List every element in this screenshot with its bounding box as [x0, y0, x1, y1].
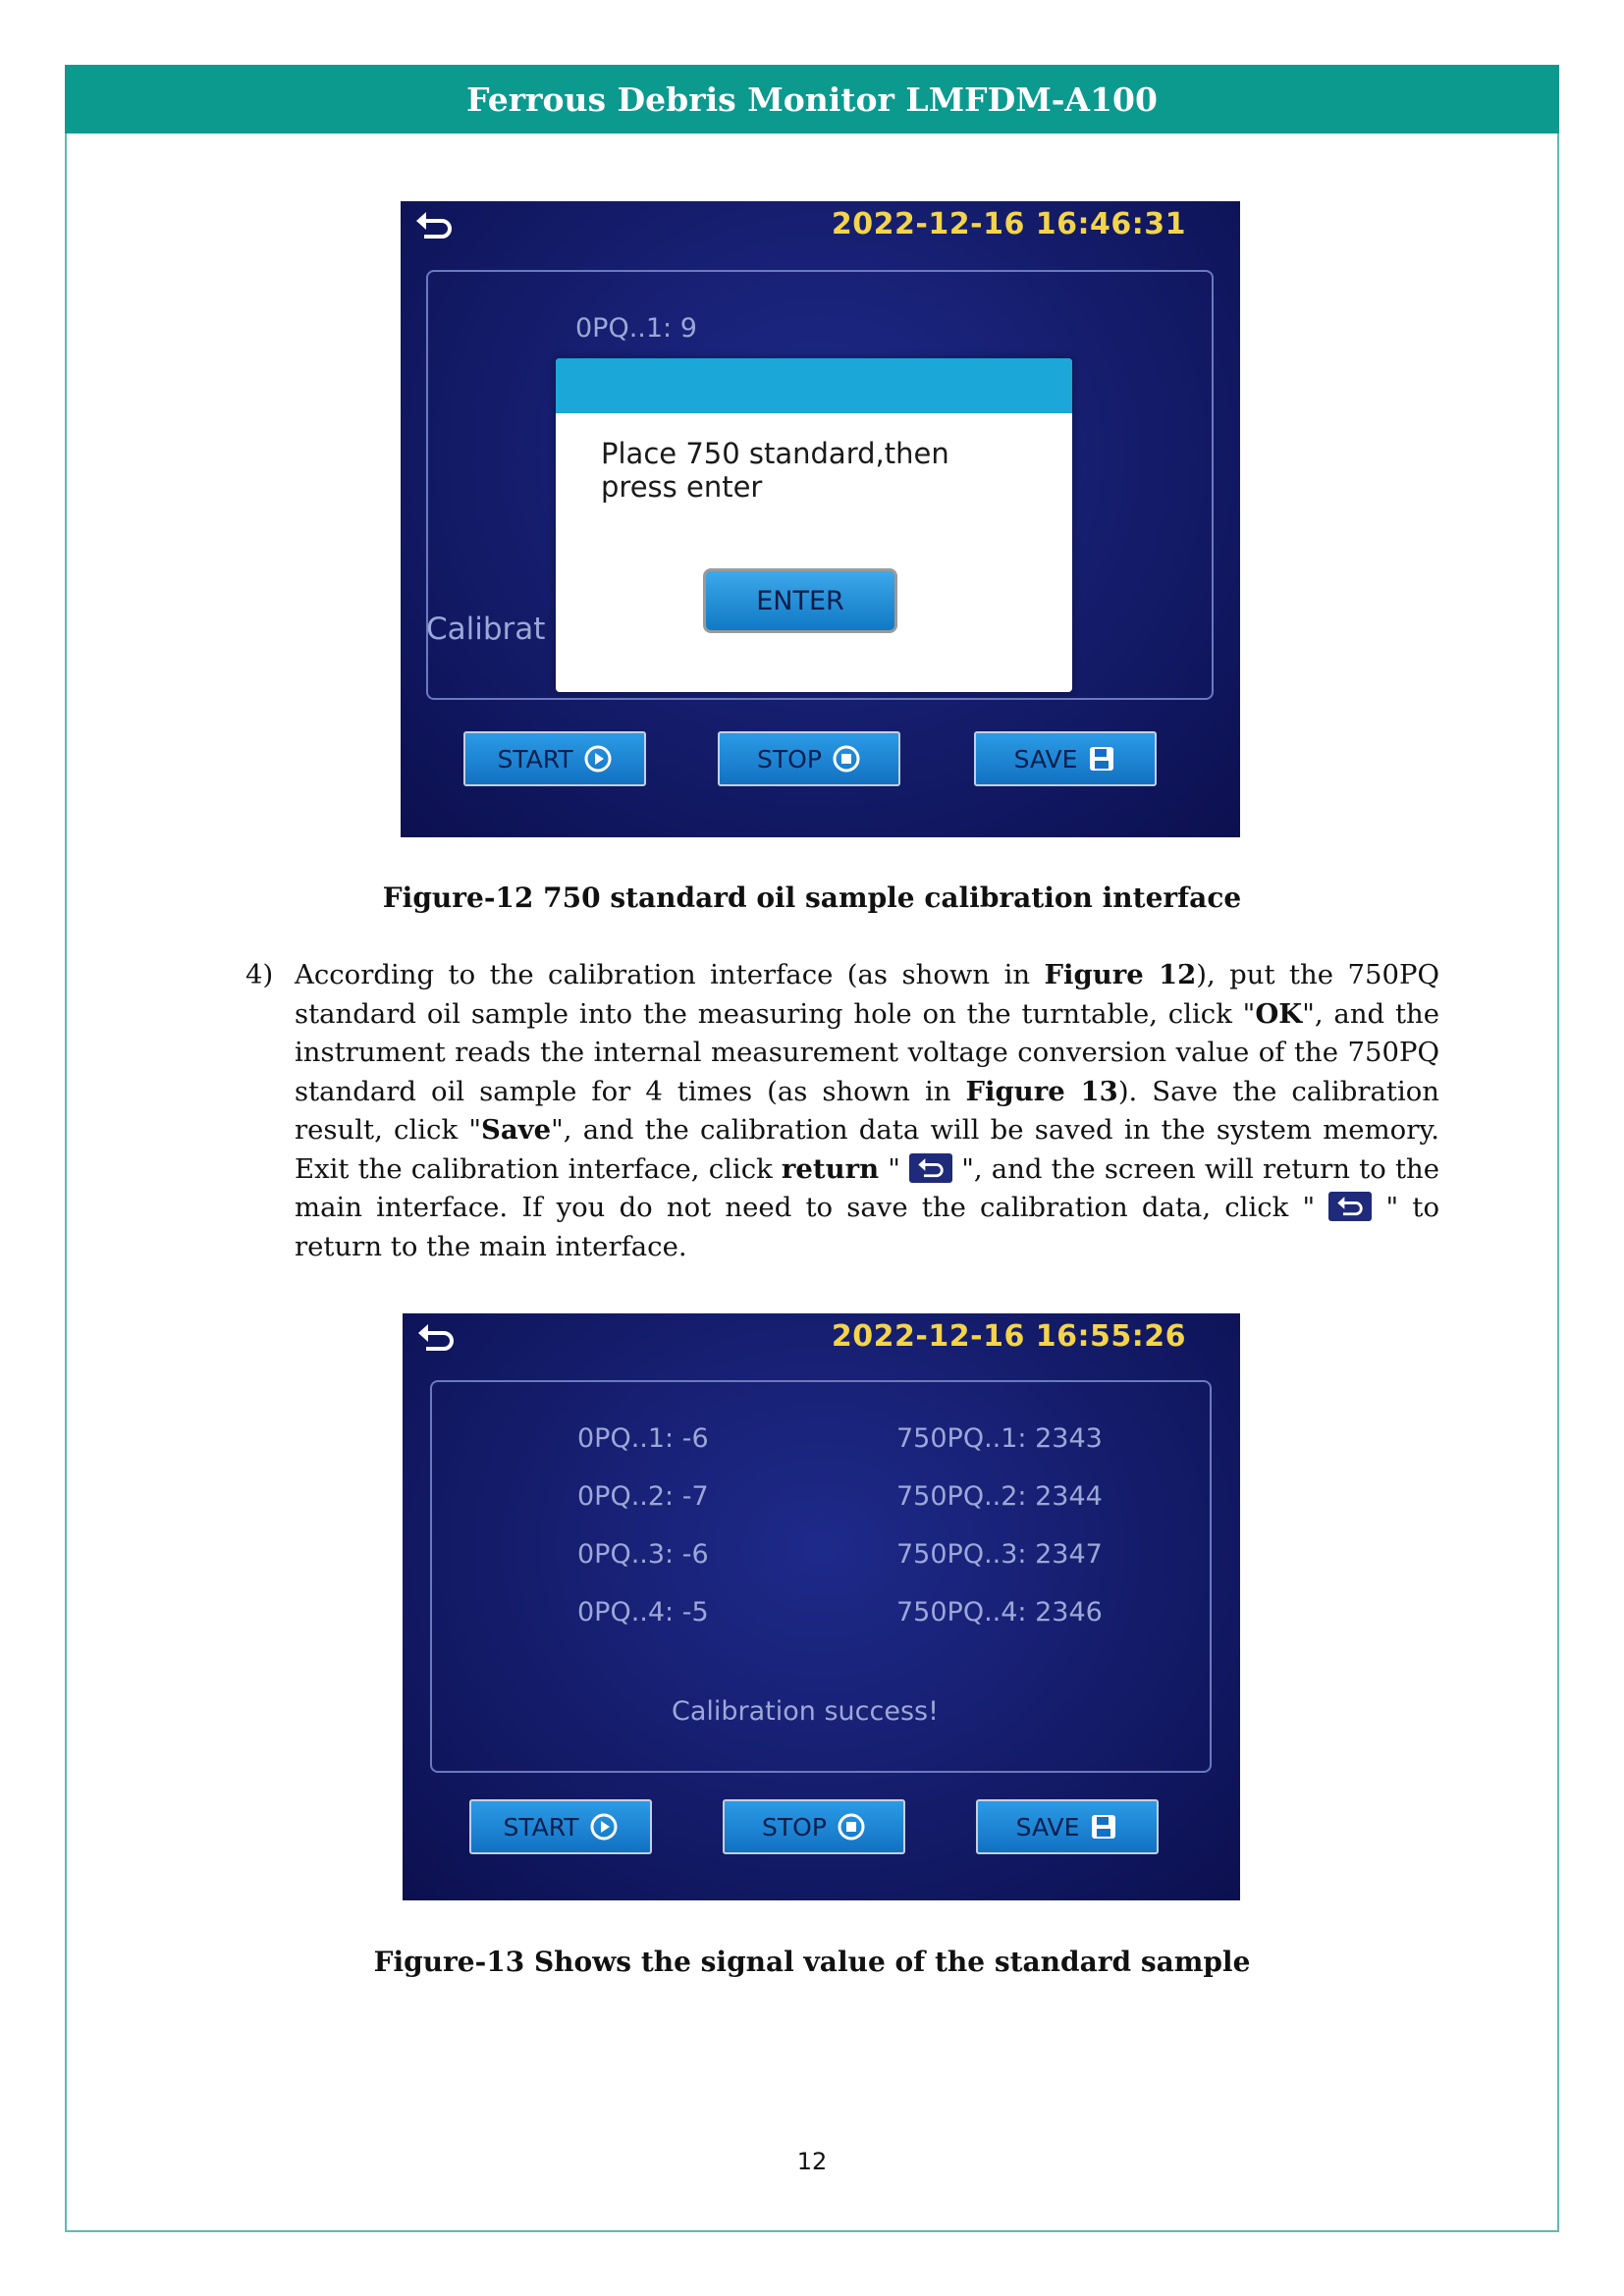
- instruction-paragraph: [295, 956, 1439, 1266]
- para-text-2: ), put the 750PQ standard oil sample into the measuring hole on the turntable, click ": [295, 959, 1439, 1030]
- para-text-5: ", and the calibration data will be saved in the system memory. Exit the calibration interface, click: [295, 1114, 1439, 1185]
- para-text-8: " to return to the main interface.: [295, 1192, 1440, 1262]
- datetime-display: 2022-12-16 16:46:31: [831, 207, 1186, 241]
- figure-12-ref: Figure 12: [1044, 959, 1197, 990]
- zero-reading-2: 0PQ..2: -7: [577, 1481, 709, 1512]
- zero-reading-3: 0PQ..3: -6: [577, 1539, 709, 1570]
- stop-button[interactable]: [718, 731, 900, 786]
- std-reading-3: 750PQ..3: 2347: [896, 1539, 1103, 1570]
- dialog-message: Place 750 standard,then press enter: [601, 437, 949, 504]
- ok-ref: OK: [1255, 997, 1303, 1030]
- zero-reading-4: 0PQ..4: -5: [577, 1597, 709, 1628]
- stop-label: STOP: [762, 1812, 827, 1842]
- figure-13-ref: Figure 13: [965, 1075, 1118, 1107]
- std-reading-2: 750PQ..2: 2344: [896, 1481, 1103, 1512]
- page-number: 12: [796, 2148, 828, 2175]
- stop-icon: [837, 1812, 866, 1842]
- back-icon[interactable]: [416, 1321, 456, 1355]
- para-text-1: According to the calibration interface (as shown in: [295, 959, 1045, 990]
- para-text-6: ": [879, 1152, 910, 1185]
- play-icon: [583, 744, 613, 774]
- para-text-7: ", and the screen will return to the main interface. If you do not need to save the calibration data, click ": [295, 1152, 1439, 1223]
- start-label: START: [497, 744, 573, 774]
- stop-label: STOP: [757, 744, 822, 774]
- play-icon: [589, 1812, 619, 1842]
- datetime-display: 2022-12-16 16:55:26: [831, 1319, 1186, 1354]
- para-text-3: ", and the instrument reads the internal measurement voltage conversion value of the 750PQ standard oil sample for 4 times (as shown in: [295, 997, 1439, 1107]
- stop-icon: [832, 744, 861, 774]
- calibration-dialog: [556, 358, 1072, 692]
- start-button[interactable]: [469, 1799, 652, 1854]
- zero-reading-1: 0PQ..1: -6: [577, 1423, 709, 1454]
- std-reading-1: 750PQ..1: 2343: [896, 1423, 1103, 1454]
- start-button[interactable]: [463, 731, 646, 786]
- enter-button[interactable]: ENTER: [703, 568, 897, 633]
- floppy-disk-icon: [1089, 1812, 1118, 1842]
- zero-reading-1: 0PQ..1: 9: [575, 313, 697, 344]
- return-icon: [909, 1153, 952, 1183]
- figure-13-screenshot: [403, 1313, 1240, 1900]
- figure-12-caption: Figure-12 750 standard oil sample calibration interface: [382, 881, 1242, 914]
- status-label-partial: Calibrat: [426, 612, 546, 647]
- back-icon[interactable]: [414, 209, 454, 242]
- para-text-4: ). Save the calibration result, click ": [295, 1075, 1440, 1146]
- figure-12-screenshot: [401, 201, 1240, 837]
- calibration-status: Calibration success!: [672, 1696, 939, 1727]
- figure-13-caption: Figure-13 Shows the signal value of the standard sample: [373, 1946, 1251, 1978]
- save-button[interactable]: [976, 1799, 1159, 1854]
- save-button[interactable]: [974, 731, 1157, 786]
- dialog-title-bar: [556, 358, 1072, 413]
- list-number: 4): [245, 959, 274, 990]
- save-ref: Save: [480, 1114, 552, 1146]
- save-label: SAVE: [1015, 1812, 1080, 1842]
- stop-button[interactable]: [723, 1799, 905, 1854]
- floppy-disk-icon: [1087, 744, 1116, 774]
- start-label: START: [503, 1812, 579, 1842]
- std-reading-4: 750PQ..4: 2346: [896, 1597, 1103, 1628]
- return-icon: [1328, 1192, 1372, 1221]
- document-header: Ferrous Debris Monitor LMFDM-A100: [65, 65, 1559, 133]
- return-ref: return: [781, 1152, 880, 1185]
- save-label: SAVE: [1013, 744, 1078, 774]
